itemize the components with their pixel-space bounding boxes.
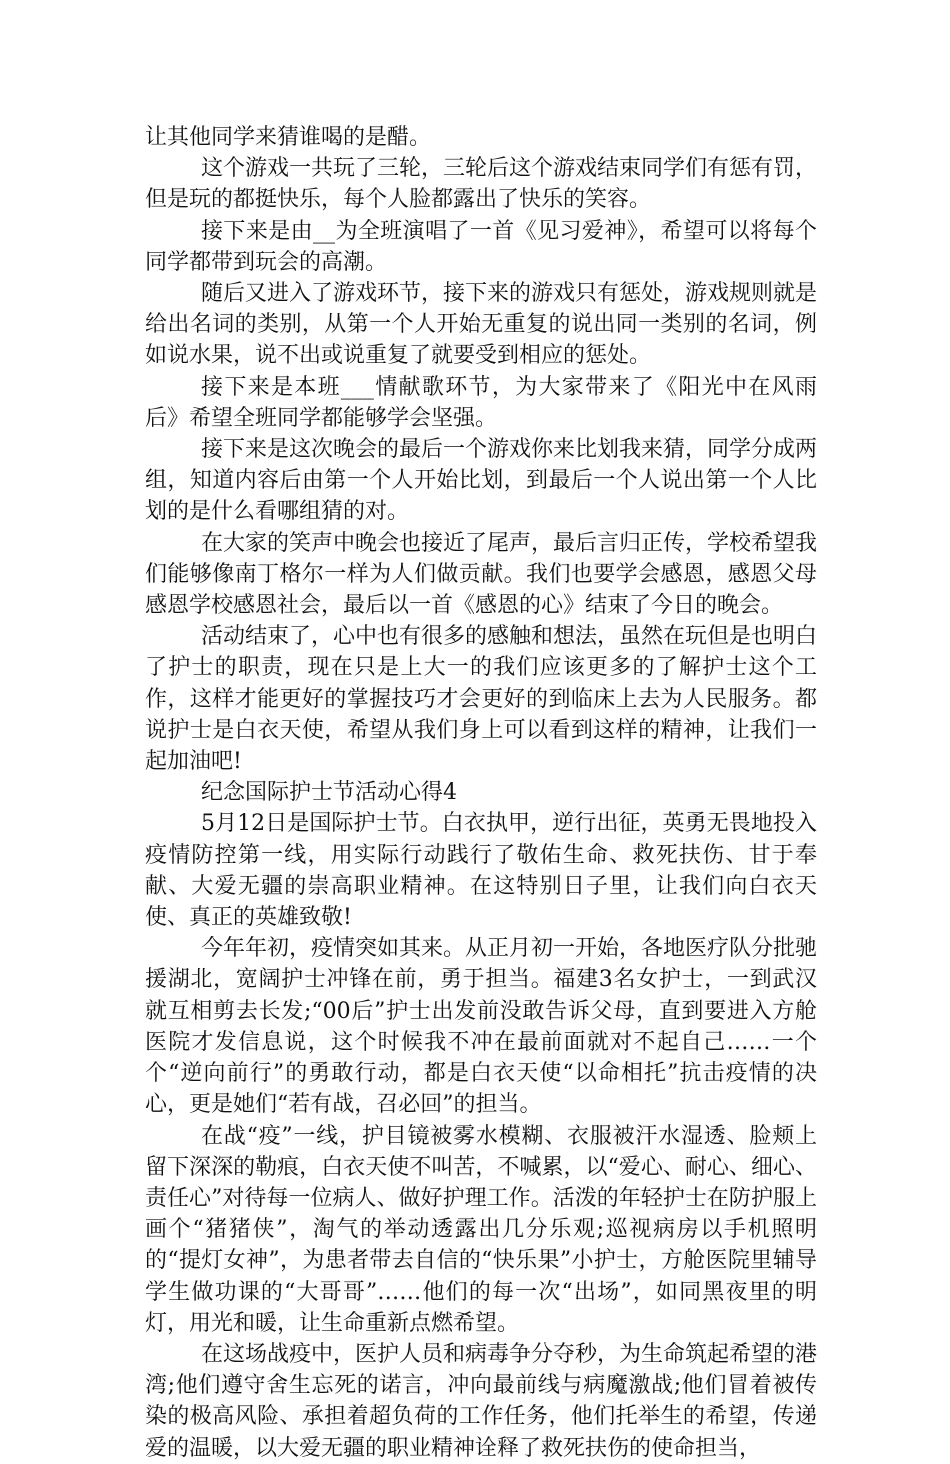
paragraph: 这个游戏一共玩了三轮，三轮后这个游戏结束同学们有惩有罚，但是玩的都挺快乐，每个人脸都露出了快乐的笑容。: [145, 156, 818, 213]
paragraph: 5月12日是国际护士节。白衣执甲，逆行出征，英勇无畏地投入疫情防控第一线，用实际行动践行了敬佑生命、救死扶伤、甘于奉献、大爱无疆的崇高职业精神。在这特别日子里，让我们向白衣天使、真正的英雄致敬!: [145, 811, 817, 931]
paragraph: 随后又进入了游戏环节，接下来的游戏只有惩处，游戏规则就是给出名词的类别，从第一个人开始无重复的说出同一类别的名词，例如说水果，说不出或说重复了就要受到相应的惩处。: [145, 281, 818, 369]
paragraph: 在战“疫”一线，护目镜被雾水模糊、衣服被汗水湿透、脸颊上留下深深的勒痕，白衣天使不叫苦，不喊累，以“爱心、耐心、细心、责任心”对待每一位病人、做好护理工作。活泼的年轻护士在防护服上画个“猪猪侠”，淘气的举动透露出几分乐观;巡视病房以手机照明的“提灯女神”，为患者带去自信的“快乐果”小护士，方舱医院里辅导学生做功课的“大哥哥”……他们的每一次“出场”，如同黑夜里的明灯，用光和暖，让生命重新点燃希望。: [145, 1123, 817, 1336]
paragraph: 接下来是由__为全班演唱了一首《见习爱神》，希望可以将每个同学都带到玩会的高潮。: [145, 218, 817, 275]
paragraph: 今年年初，疫情突如其来。从正月初一开始，各地医疗队分批驰援湖北，宽阔护士冲锋在前，勇于担当。福建3名女护士，一到武汉就互相剪去长发;“00后”护士出发前没敢告诉父母，直到要进入方舱医院才发信息说，这个时候我不冲在最前面就对不起自己……一个个“逆向前行”的勇敢行动，都是白衣天使“以命相托”抗击疫情的决心，更是她们“若有战，召必回”的担当。: [145, 936, 818, 1118]
section-heading: 纪念国际护士节活动心得4: [201, 780, 457, 806]
paragraph: 接下来是这次晚会的最后一个游戏你来比划我来猜，同学分成两组，知道内容后由第一个人开始比划，到最后一个人说出第一个人比划的是什么看哪组猜的对。: [145, 437, 818, 525]
document-page: [145, 122, 817, 1464]
paragraph: 让其他同学来猜谁喝的是醋。: [145, 125, 432, 150]
paragraph: 在这场战疫中，医护人员和病毒争分夺秒，为生命筑起希望的港湾;他们遵守舍生忘死的诺言，冲向最前线与病魔激战;他们冒着被传染的极高风险、承担着超负荷的工作任务，他们托举生的希望，传递爱的温暖，以大爱无疆的职业精神诠释了救死扶伤的使命担当，: [145, 1341, 818, 1461]
paragraph: 活动结束了，心中也有很多的感触和想法，虽然在玩但是也明白了护士的职责，现在只是上大一的我们应该更多的了解护士这个工作，这样才能更好的掌握技巧才会更好的到临床上去为人民服务。都说护士是白衣天使，希望从我们身上可以看到这样的精神，让我们一起加油吧!: [145, 624, 818, 775]
paragraph: 接下来是本班___情献歌环节，为大家带来了《阳光中在风雨后》希望全班同学都能够学会坚强。: [145, 374, 817, 431]
paragraph: 在大家的笑声中晚会也接近了尾声，最后言归正传，学校希望我们能够像南丁格尔一样为人们做贡献。我们也要学会感恩，感恩父母感恩学校感恩社会，最后以一首《感恩的心》结束了今日的晚会。: [145, 530, 818, 619]
